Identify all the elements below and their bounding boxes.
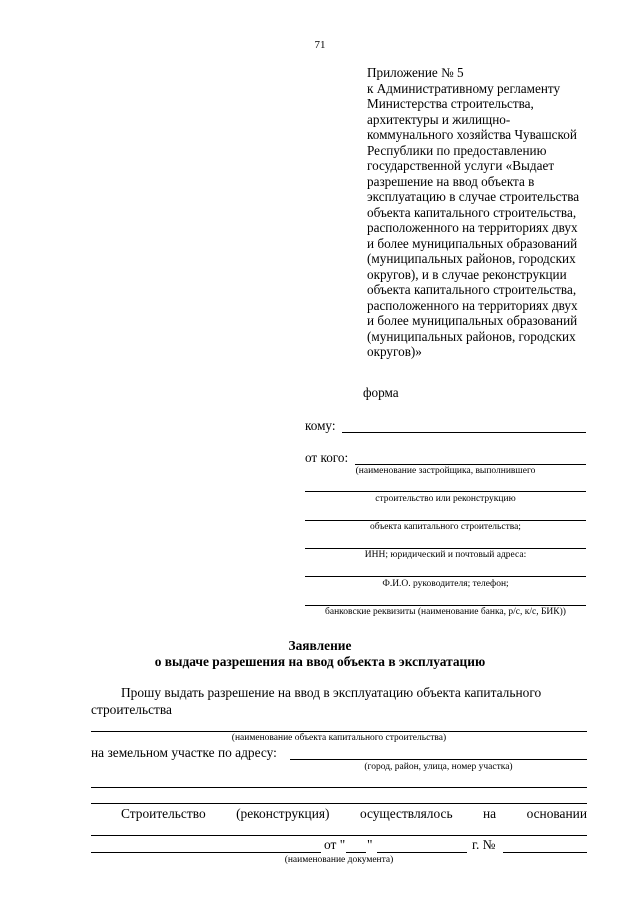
date-quote-close: "	[367, 837, 373, 852]
address-field-line[interactable]	[290, 759, 587, 760]
address-hint: (город, район, улица, номер участка)	[364, 762, 513, 772]
form-label: форма	[363, 385, 399, 400]
month-field-line[interactable]	[377, 852, 467, 853]
to-field-line[interactable]	[342, 432, 586, 433]
recipient-field-line[interactable]	[305, 548, 586, 549]
basis-field-line[interactable]	[91, 835, 587, 836]
construction-word: Строительство	[121, 806, 206, 821]
appendix-line: Приложение № 5	[367, 65, 464, 80]
appendix-header	[367, 65, 607, 360]
appendix-line: и более муниципальных образований	[367, 313, 578, 328]
recipient-hint: банковские реквизиты (наименование банка, р/с, к/с, БИК))	[325, 607, 566, 617]
address-field-line-continued[interactable]	[91, 803, 587, 804]
construction-basis-text	[91, 806, 587, 822]
construction-word: на	[483, 806, 497, 821]
from-field-line[interactable]	[355, 464, 586, 465]
recipient-hint: строительство или реконструкцию	[375, 494, 516, 504]
appendix-line: (муниципальных районов, городских	[367, 251, 576, 266]
appendix-line: Республики по предоставлению	[367, 142, 547, 158]
appendix-line: объекта капитального строительства,	[367, 204, 577, 220]
document-number-field-line[interactable]	[503, 852, 587, 853]
object-name-hint: (наименование объекта капитального строительства)	[231, 733, 447, 743]
to-label: кому:	[305, 418, 336, 433]
request-text: Прошу выдать разрешение на ввод в эксплуатацию объекта капитального	[121, 685, 542, 700]
appendix-line: эксплуатацию в случае строительства	[367, 189, 580, 204]
appendix-line: коммунального хозяйства Чувашской	[367, 127, 577, 142]
document-name-hint: (наименование документа)	[284, 855, 394, 865]
appendix-line: Министерства строительства,	[367, 96, 534, 111]
date-from-label: от "	[324, 837, 346, 852]
construction-word: (реконструкция)	[236, 806, 330, 821]
recipient-field-line[interactable]	[305, 491, 586, 492]
appendix-line: к Административному регламенту	[367, 80, 561, 96]
construction-word: основании	[526, 806, 587, 821]
recipient-hint: Ф.И.О. руководителя; телефон;	[382, 579, 509, 589]
document-name-field-line[interactable]	[91, 852, 321, 853]
appendix-line: округов), и в случае реконструкции	[367, 266, 567, 282]
appendix-line: (муниципальных районов, городских	[367, 328, 576, 344]
recipient-field-line[interactable]	[305, 520, 586, 521]
address-field-line-continued[interactable]	[91, 787, 587, 788]
from-label: от кого:	[305, 450, 349, 465]
recipient-hint: объекта капитального строительства;	[370, 522, 521, 532]
recipient-hint: (наименование застройщика, выполнившего	[355, 466, 536, 476]
appendix-line: государственной услуги «Выдает	[367, 158, 555, 173]
appendix-line: расположенного на территориях двух	[367, 297, 578, 313]
recipient-hint: ИНН; юридический и почтовый адреса:	[364, 550, 527, 560]
year-number-label: г. №	[472, 837, 496, 852]
appendix-line: разрешение на ввод объекта в	[367, 173, 535, 189]
document-subtitle: о выдаче разрешения на ввод объекта в эксплуатацию	[154, 654, 486, 669]
document-title: Заявление	[288, 638, 352, 653]
appendix-line: архитектуры и жилищно-	[367, 111, 511, 127]
appendix-line: и более муниципальных образований	[367, 235, 578, 251]
construction-word: осуществлялось	[359, 806, 453, 821]
recipient-field-line[interactable]	[305, 605, 586, 606]
appendix-line: расположенного на территориях двух	[367, 220, 578, 235]
request-text-continued: строительства	[91, 702, 172, 717]
address-label: на земельном участке по адресу:	[91, 745, 277, 760]
page-number: 71	[314, 39, 326, 51]
object-name-field-line[interactable]	[91, 731, 587, 732]
appendix-line: объекта капитального строительства,	[367, 282, 577, 297]
appendix-line: округов)»	[367, 344, 422, 359]
recipient-field-line[interactable]	[305, 576, 586, 577]
day-field-line[interactable]	[346, 852, 366, 853]
